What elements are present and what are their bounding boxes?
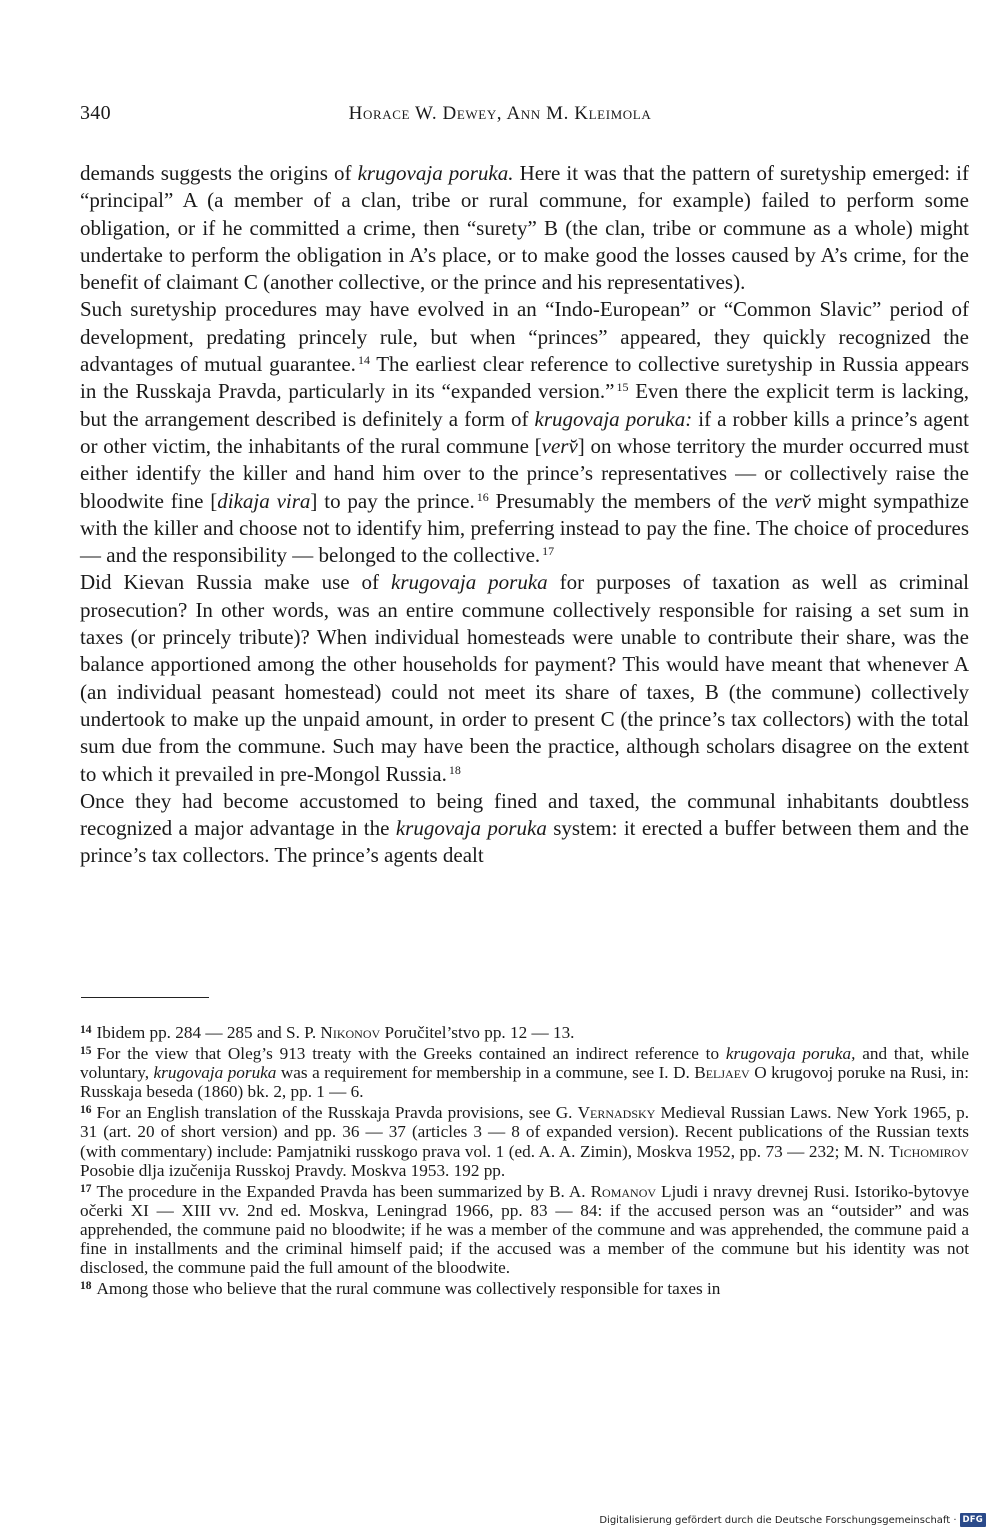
footnotes	[80, 1021, 969, 1298]
text: Posobie dlja izučenija Russkoj Pravdy. Moskva 1953. 192 pp.	[80, 1160, 506, 1180]
author-name: Nikonov	[320, 1023, 381, 1042]
author-name: Beljaev	[694, 1063, 750, 1083]
text: might sympathize with the killer and choose not to identify him, preferring instead to pay the fine. The choice of procedures — and the responsibility — belonged to the collective.	[80, 488, 969, 568]
text: system: it erected a buffer between them and the prince’s tax collectors. The prince’s agents dealt	[80, 816, 969, 868]
italic-term: verv̆	[541, 433, 578, 458]
credit-text: Digitalisierung gefördert durch die Deutsche Forschungsgemeinschaft ·	[599, 1514, 957, 1526]
italic-term: dikaja vira	[217, 488, 311, 513]
footnote-number: 14	[80, 1024, 92, 1036]
text: and that, while voluntary,	[80, 1044, 969, 1083]
italic-term: verv̆	[774, 488, 811, 513]
italic-term: krugovaja poruka	[153, 1063, 277, 1083]
footnote-number: 17	[80, 1182, 92, 1195]
footnote-number: 18	[80, 1280, 92, 1293]
text: Here it was that the pattern of suretyship emerged: if “principal” A (a member of a clan, tribe or rural commune, for example) failed to perform some obligation, or if he committed a crime, then “surety” B (the clan, tribe or commune as a whole) might undertake to perform the obligation in A’s place, or to make good the losses caused by A’s crime, for the benefit of claimant C (another collective, or the prince and his representatives).	[80, 161, 969, 295]
footnote-17	[80, 1180, 969, 1277]
paragraph-2	[80, 296, 969, 569]
text: if a robber kills a prince’s agent or other victim, the inhabitants of the rural commune [	[80, 406, 970, 458]
digitization-credit	[599, 1513, 986, 1527]
body-text	[80, 160, 969, 870]
text: ] to pay the prince.	[310, 488, 475, 513]
italic-term: krugovaja poruka	[391, 570, 548, 595]
text: for purposes of taxation as well as criminal prosecution? In other words, was an entire commune collectively responsible for raising a set sum in taxes (or princely tribute)? When individual homesteads were unable to contribute their share, was the balance apportioned among the other households for payment? This would have meant that whenever A (an individual peasant homestead) could not meet its share of taxes, B (the commune) collectively undertook to make up the unpaid amount, in order to present C (the prince’s tax collectors) with the total sum due from the commune. Such may have been the practice, although scholars disagree on the extent to which it prevailed in pre-Mongol Russia.	[80, 570, 969, 786]
page-number: 340	[80, 102, 111, 124]
footnote-ref: 15	[616, 380, 629, 395]
text: was a requirement for membership in a commune, see I. D.	[276, 1063, 695, 1083]
footnote-divider	[81, 997, 209, 998]
footnote-14	[80, 1021, 969, 1042]
text: The procedure in the Expanded Pravda has been summarized by B. A.	[96, 1181, 591, 1201]
footnote-number: 16	[80, 1104, 92, 1117]
text: Once they had become accustomed to being fined and taxed, the communal inhabitants doubtless recognized a major advantage in the	[80, 788, 969, 841]
italic-term: krugovaja poruka.	[357, 161, 514, 185]
text: Among those who believe that the rural commune was collectively responsible for taxes in	[96, 1279, 721, 1299]
text: Medieval Russian Laws. New York 1965, p. 31 (art. 20 of short version) and pp. 36 — 37 (articles 3 — 8 of expanded version). Recent publications of the Russian texts (with commentary) include: Pamjatniki russkogo prava vol. 1 (ed. A. A. Zimin), Moskva 1952, pp. 73 — 232; M. N.	[80, 1103, 969, 1161]
text: Even there the explicit term is lacking, but the arrangement described is definitely a form of	[80, 379, 969, 431]
footnote-number: 15	[80, 1045, 92, 1058]
footnote-18	[80, 1277, 969, 1298]
footnote-16	[80, 1101, 969, 1179]
text: Presumably the members of the	[488, 488, 775, 513]
footnote-ref: 14	[357, 353, 370, 368]
paragraph-4	[80, 788, 969, 870]
italic-term: krugovaja poruka	[395, 816, 547, 841]
paragraph-3	[80, 569, 969, 787]
text: Such suretyship procedures may have evolved in an “Indo-European” or “Common Slavic” period of development, predating princely rule, but when “princes” appeared, they quickly recognized the advantages of mutual guarantee.	[80, 297, 969, 377]
text: Did Kievan Russia make use of	[80, 570, 392, 595]
text: For the view that Oleg’s 913 treaty with the Greeks contained an indirect reference to	[96, 1044, 726, 1064]
dfg-logo: DFG	[960, 1513, 986, 1527]
footnote-ref: 18	[448, 762, 461, 777]
text: Poručitel’stvo pp. 12 — 13.	[380, 1023, 575, 1042]
author-name: Tichomirov	[889, 1141, 969, 1161]
text: ] on whose territory the murder occurred must either identify the killer and hand him over to the prince’s representatives — or collectively raise the bloodwite fine [	[80, 433, 969, 513]
text: demands suggests the origins of	[80, 161, 358, 185]
author-name: Romanov	[590, 1181, 657, 1201]
text: Ljudi i nravy drevnej Rusi. Istoriko-bytovye očerki XI — XIII vv. 2nd ed. Moskva, Leningrad 1966, pp. 83 — 84: if the accused person was an “outsider” and was apprehended, the commune paid no bloodwite; if he was a member of the commune and was apprehended, the commune paid a fine in installments and the criminal himself paid; if the accused was a member of the commune but his identity was not disclosed, the commune paid the full amount of the bloodwite.	[80, 1181, 969, 1278]
italic-term: krugovaja poruka:	[534, 406, 693, 431]
paragraph-1	[80, 160, 969, 296]
author-name: Vernadsky	[577, 1103, 656, 1123]
text: The earliest clear reference to collective suretyship in Russia appears in the Russkaja Pravda, particularly in its “expanded version.”	[80, 352, 970, 404]
footnote-ref: 17	[542, 544, 555, 559]
italic-term: krugovaja poruka,	[725, 1044, 856, 1064]
text: O krugovoj poruke na Rusi, in: Russkaja beseda (1860) bk. 2, pp. 1 — 6.	[80, 1063, 969, 1102]
footnote-15	[80, 1042, 969, 1101]
running-head: Horace W. Dewey, Ann M. Kleimola	[348, 103, 652, 124]
text: Ibidem pp. 284 — 285 and S. P.	[96, 1023, 321, 1042]
footnote-ref: 16	[476, 489, 489, 504]
text: For an English translation of the Russkaja Pravda provisions, see G.	[96, 1103, 578, 1123]
